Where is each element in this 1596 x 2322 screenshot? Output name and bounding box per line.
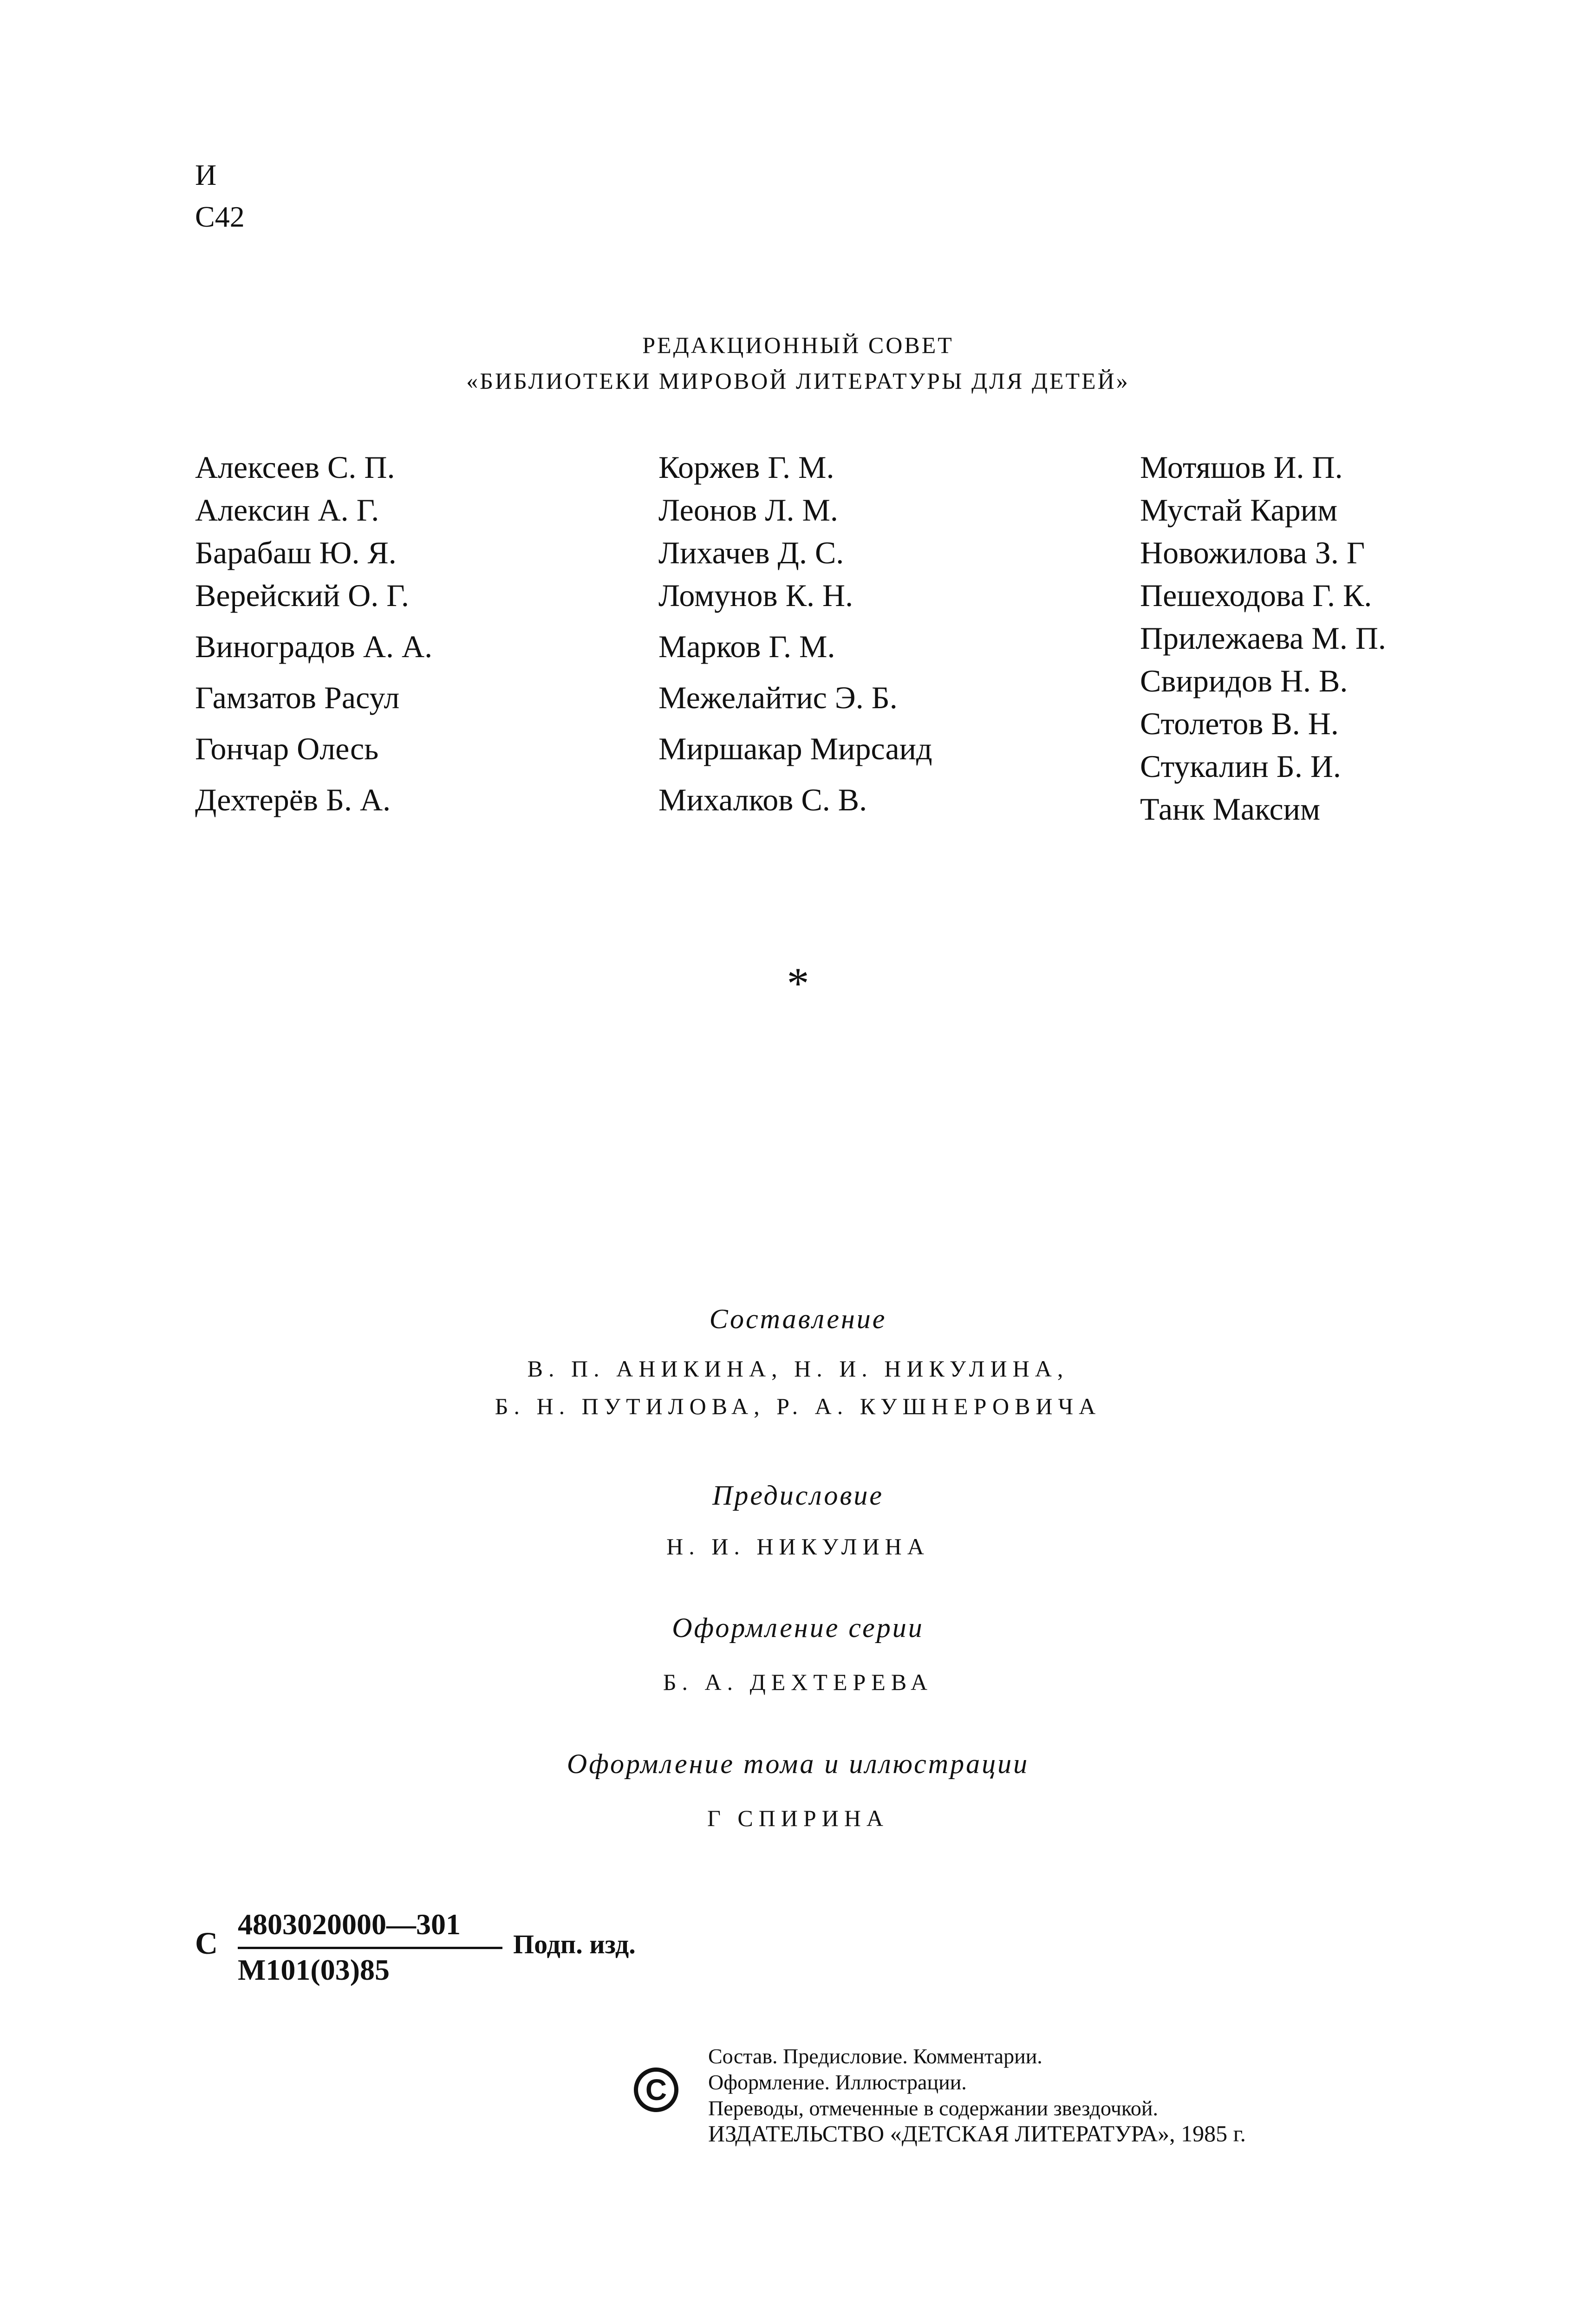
member-name: Ломунов К. Н. bbox=[658, 578, 853, 613]
member-name: Леонов Л. М. bbox=[658, 492, 838, 528]
copyright-line-1: Состав. Предисловие. Комментарии. bbox=[708, 2044, 1042, 2068]
member-name: Миршакар Мирсаид bbox=[658, 731, 932, 766]
index-letter: И bbox=[195, 158, 217, 191]
credits-compilation-line-1: В. П. АНИКИНА, Н. И. НИКУЛИНА, bbox=[527, 1356, 1069, 1382]
member-name: Стукалин Б. И. bbox=[1140, 749, 1341, 784]
member-name: Михалков С. В. bbox=[658, 782, 867, 817]
member-name: Лихачев Д. С. bbox=[658, 535, 844, 570]
member-name: Столетов В. Н. bbox=[1140, 706, 1339, 741]
members-column-2 bbox=[658, 446, 932, 821]
member-name: Новожилова З. Г bbox=[1140, 535, 1365, 570]
member-name: Свиридов Н. В. bbox=[1140, 663, 1348, 698]
member-name: Пешеходова Г. К. bbox=[1140, 578, 1372, 613]
credits-compilation-label: Составление bbox=[709, 1304, 887, 1334]
member-name: Танк Максим bbox=[1140, 791, 1321, 827]
credits-series-design-label: Оформление серии bbox=[672, 1612, 924, 1643]
council-subtitle: «БИБЛИОТЕКИ МИРОВОЙ ЛИТЕРАТУРЫ ДЛЯ ДЕТЕЙ» bbox=[466, 368, 1130, 394]
member-name: Барабаш Ю. Я. bbox=[195, 535, 397, 570]
copyright-line-3: Переводы, отмеченные в содержании звездочкой. bbox=[708, 2096, 1159, 2120]
member-name: Мотяшов И. П. bbox=[1140, 450, 1343, 485]
members-column-1 bbox=[195, 446, 432, 821]
member-name: Виноградов А. А. bbox=[195, 629, 433, 664]
credits-series-design-value: Б. А. ДЕХТЕРЕВА bbox=[663, 1669, 933, 1695]
member-name: Алексин А. Г. bbox=[195, 492, 379, 528]
separator-asterisk: * bbox=[787, 959, 809, 1008]
credits-compilation-line-2: Б. Н. ПУТИЛОВА, Р. А. КУШНЕРОВИЧА bbox=[495, 1393, 1101, 1419]
member-name: Коржев Г. М. bbox=[658, 450, 834, 485]
council-title: РЕДАКЦИОННЫЙ СОВЕТ bbox=[642, 332, 954, 358]
credits-volume-design-value: Г СПИРИНА bbox=[707, 1805, 889, 1831]
members-column-3 bbox=[1140, 446, 1386, 830]
credits-preface-value: Н. И. НИКУЛИНА bbox=[666, 1533, 930, 1559]
credits-preface-label: Предисловие bbox=[712, 1480, 884, 1511]
copyright-icon: C bbox=[634, 2068, 678, 2112]
member-name: Марков Г. М. bbox=[658, 629, 835, 664]
catalog-note: Подп. изд. bbox=[513, 1929, 636, 1959]
member-name: Межелайтис Э. Б. bbox=[658, 680, 898, 715]
copyright-line-2: Оформление. Иллюстрации. bbox=[708, 2070, 967, 2094]
member-name: Гончар Олесь bbox=[195, 731, 379, 766]
member-name: Дехтерёв Б. А. bbox=[195, 782, 391, 817]
catalog-denominator: М101(03)85 bbox=[238, 1953, 390, 1986]
credits-volume-design-label: Оформление тома и иллюстрации bbox=[567, 1748, 1029, 1779]
catalog-letter: С bbox=[195, 1925, 218, 1961]
copyright-publisher: ИЗДАТЕЛЬСТВО «ДЕТСКАЯ ЛИТЕРАТУРА», 1985 г. bbox=[708, 2120, 1246, 2146]
member-name: Алексеев С. П. bbox=[195, 450, 395, 485]
catalog-numerator: 4803020000—301 bbox=[238, 1908, 461, 1941]
member-name: Мустай Карим bbox=[1140, 492, 1338, 528]
index-code: С42 bbox=[195, 200, 245, 233]
catalog-fraction-bar bbox=[238, 1947, 502, 1949]
member-name: Гамзатов Расул bbox=[195, 680, 400, 715]
member-name: Прилежаева М. П. bbox=[1140, 620, 1386, 656]
member-name: Верейский О. Г. bbox=[195, 578, 409, 613]
